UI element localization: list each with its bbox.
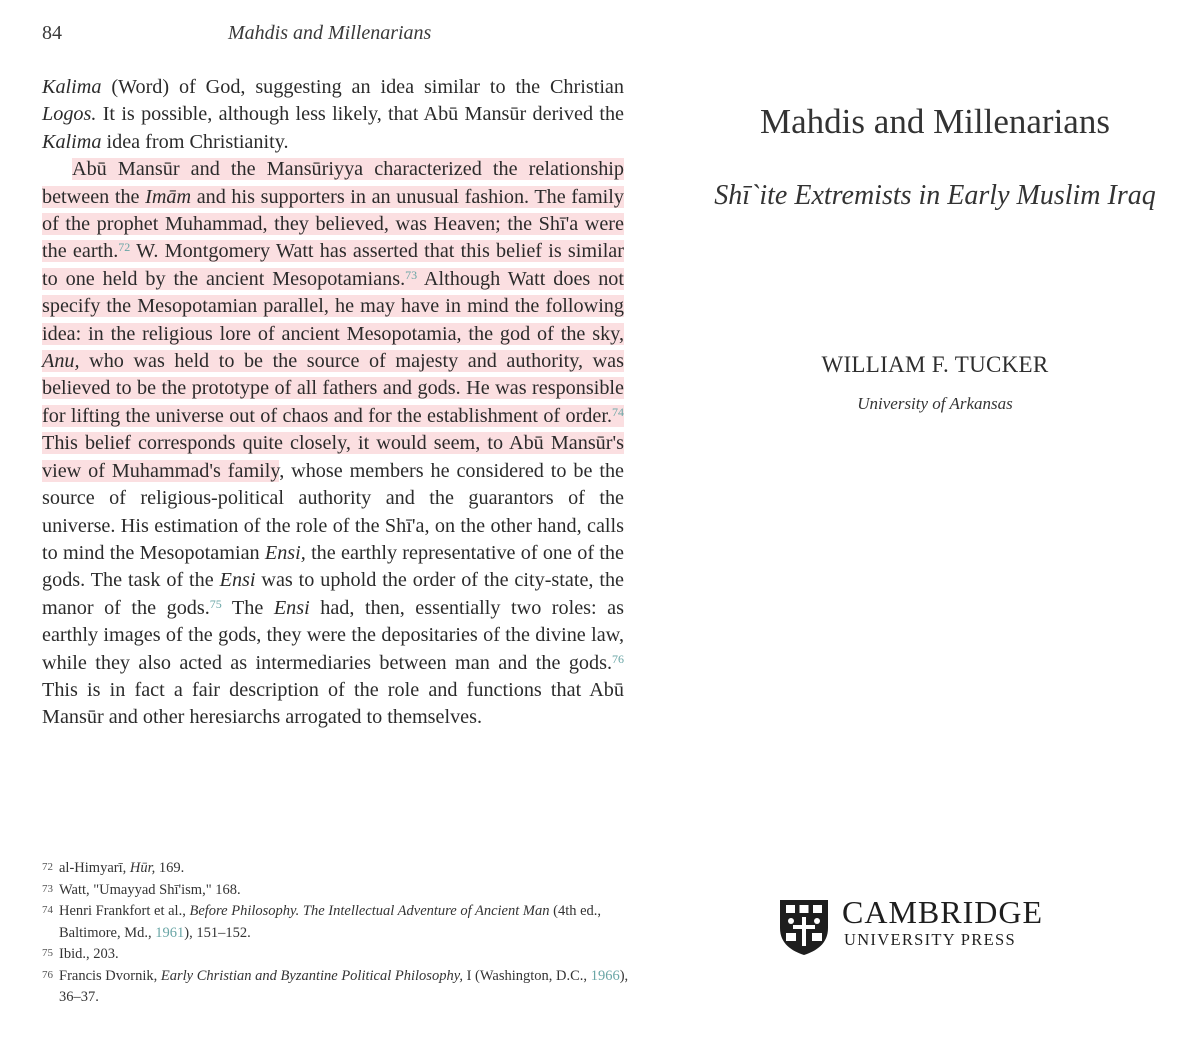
footnote-ref-73[interactable]: 73 bbox=[405, 267, 418, 282]
citation-year-link[interactable]: 1966 bbox=[590, 967, 620, 984]
italic-term: Ensi, bbox=[264, 541, 306, 564]
footnote-ref-72[interactable]: 72 bbox=[118, 240, 131, 255]
italic-term: Imām bbox=[145, 185, 192, 208]
text-span: Although Watt does not specify the Mesopotamian parallel, he may have in mind the following idea: in the religious lore of ancient Mesopotamia, the god of the sky, bbox=[42, 267, 624, 345]
body-text bbox=[42, 74, 624, 732]
text-span: W. Montgomery Watt has asserted that this belief is similar to one held by the ancient Mesopotamians. bbox=[42, 240, 624, 290]
footnote-75 bbox=[42, 944, 632, 966]
text-span: , whose members he considered to be the source of religious-political authority and the guarantors of the universe. His estimation of the role of the Shī'a, on the other hand, calls to mind the Mesopotamian bbox=[42, 459, 624, 564]
paragraph-1 bbox=[42, 74, 624, 156]
highlighted-passage bbox=[42, 158, 624, 481]
footnote-73 bbox=[42, 880, 632, 902]
italic-title: Hūr, bbox=[129, 860, 156, 876]
footnote-number: 76 bbox=[42, 968, 53, 981]
text-span: had, then, essentially two roles: as earthly images of the gods, they were the depositaries of the divine law, while they also acted as intermediaries between man and the gods. bbox=[42, 596, 624, 674]
italic-title: Before Philosophy. The Intellectual Adventure of Ancient Man bbox=[189, 903, 550, 919]
text-span: I (Washington, D.C., bbox=[462, 967, 591, 984]
publisher-logo bbox=[778, 892, 1078, 962]
text-span: the earthly representative of one of the gods. The task of the bbox=[42, 541, 624, 592]
page-number: 84 bbox=[42, 22, 62, 44]
text-span: idea from Christianity. bbox=[101, 130, 289, 153]
text-span: ), 36–37. bbox=[59, 967, 629, 1005]
text-span: Watt, "Umayyad Shī'ism," 168. bbox=[59, 881, 241, 898]
paragraph-2 bbox=[42, 156, 624, 732]
text-span: and his supporters in an unusual fashion. The family of the prophet Muhammad, they believed, was Heaven; the Shī'a were the earth. bbox=[42, 185, 624, 263]
right-page bbox=[650, 0, 1200, 1049]
footnote-ref-74[interactable]: 74 bbox=[612, 404, 624, 419]
text-span: (Word) of God, suggesting an idea similar to the Christian bbox=[101, 76, 624, 98]
footnote-number: 72 bbox=[42, 861, 53, 873]
text-span: The bbox=[221, 596, 274, 619]
author-affiliation: University of Arkansas bbox=[857, 394, 1013, 413]
text-span: This belief corresponds quite closely, it would seem, to Abū Mansūr's view of Muhammad's family bbox=[42, 432, 624, 482]
text-span: who was held to be the source of majesty and authority, was believed to be the prototype of all fathers and gods. He was responsible for lifting the universe out of chaos and for the establishment of order. bbox=[42, 350, 624, 427]
footnote-72 bbox=[42, 858, 632, 880]
text-span: Abū Mansūr and the Mansūriyya characterized the relationship between the bbox=[42, 158, 624, 208]
footnote-76 bbox=[42, 966, 632, 1009]
italic-term: Kalima bbox=[42, 76, 102, 98]
footnote-74 bbox=[42, 901, 632, 944]
publisher-subtitle: UNIVERSITY PRESS bbox=[844, 930, 1016, 949]
footnote-number: 75 bbox=[42, 947, 53, 959]
text-span: was to uphold the order of the city-state, the manor of the gods. bbox=[42, 569, 625, 619]
book-title: Mahdis and Millenarians bbox=[760, 102, 1110, 141]
text-span: al-Himyarī, bbox=[59, 860, 130, 876]
footnote-ref-76[interactable]: 76 bbox=[612, 651, 624, 666]
italic-title: Early Christian and Byzantine Political Philosophy, bbox=[160, 967, 463, 984]
citation-year-link[interactable]: 1961 bbox=[155, 924, 185, 941]
publisher-name: CAMBRIDGE bbox=[842, 894, 1044, 930]
text-span: Ibid., 203. bbox=[59, 946, 119, 962]
footnotes bbox=[42, 858, 632, 1009]
cambridge-crest-icon bbox=[778, 898, 830, 956]
italic-term: Kalima bbox=[42, 130, 102, 153]
footnote-ref-75[interactable]: 75 bbox=[209, 596, 222, 611]
footnote-number: 74 bbox=[42, 904, 53, 916]
text-span: Henri Frankfort et al., bbox=[59, 903, 190, 919]
text-span: 169. bbox=[155, 860, 185, 876]
author-name: WILLIAM F. TUCKER bbox=[821, 352, 1049, 377]
italic-term: Ensi bbox=[219, 569, 256, 592]
text-span: This is in fact a fair description of the role and functions that Abū Mansūr and other heresiarchs arrogated to themselves. bbox=[42, 678, 624, 729]
text-span: Francis Dvornik, bbox=[59, 967, 161, 984]
text-span: It is possible, although less likely, that Abū Mansūr derived the bbox=[96, 103, 624, 126]
footnote-number: 73 bbox=[42, 882, 53, 895]
italic-term: Ensi bbox=[273, 596, 310, 619]
book-subtitle: Shī`ite Extremists in Early Muslim Iraq bbox=[714, 180, 1156, 211]
running-head: Mahdis and Millenarians bbox=[228, 22, 432, 44]
text-span: (4th ed., Baltimore, Md., bbox=[59, 903, 602, 941]
italic-term: Anu, bbox=[42, 350, 80, 373]
italic-term: Logos. bbox=[42, 103, 97, 126]
text-span: ), 151–152. bbox=[184, 924, 251, 941]
